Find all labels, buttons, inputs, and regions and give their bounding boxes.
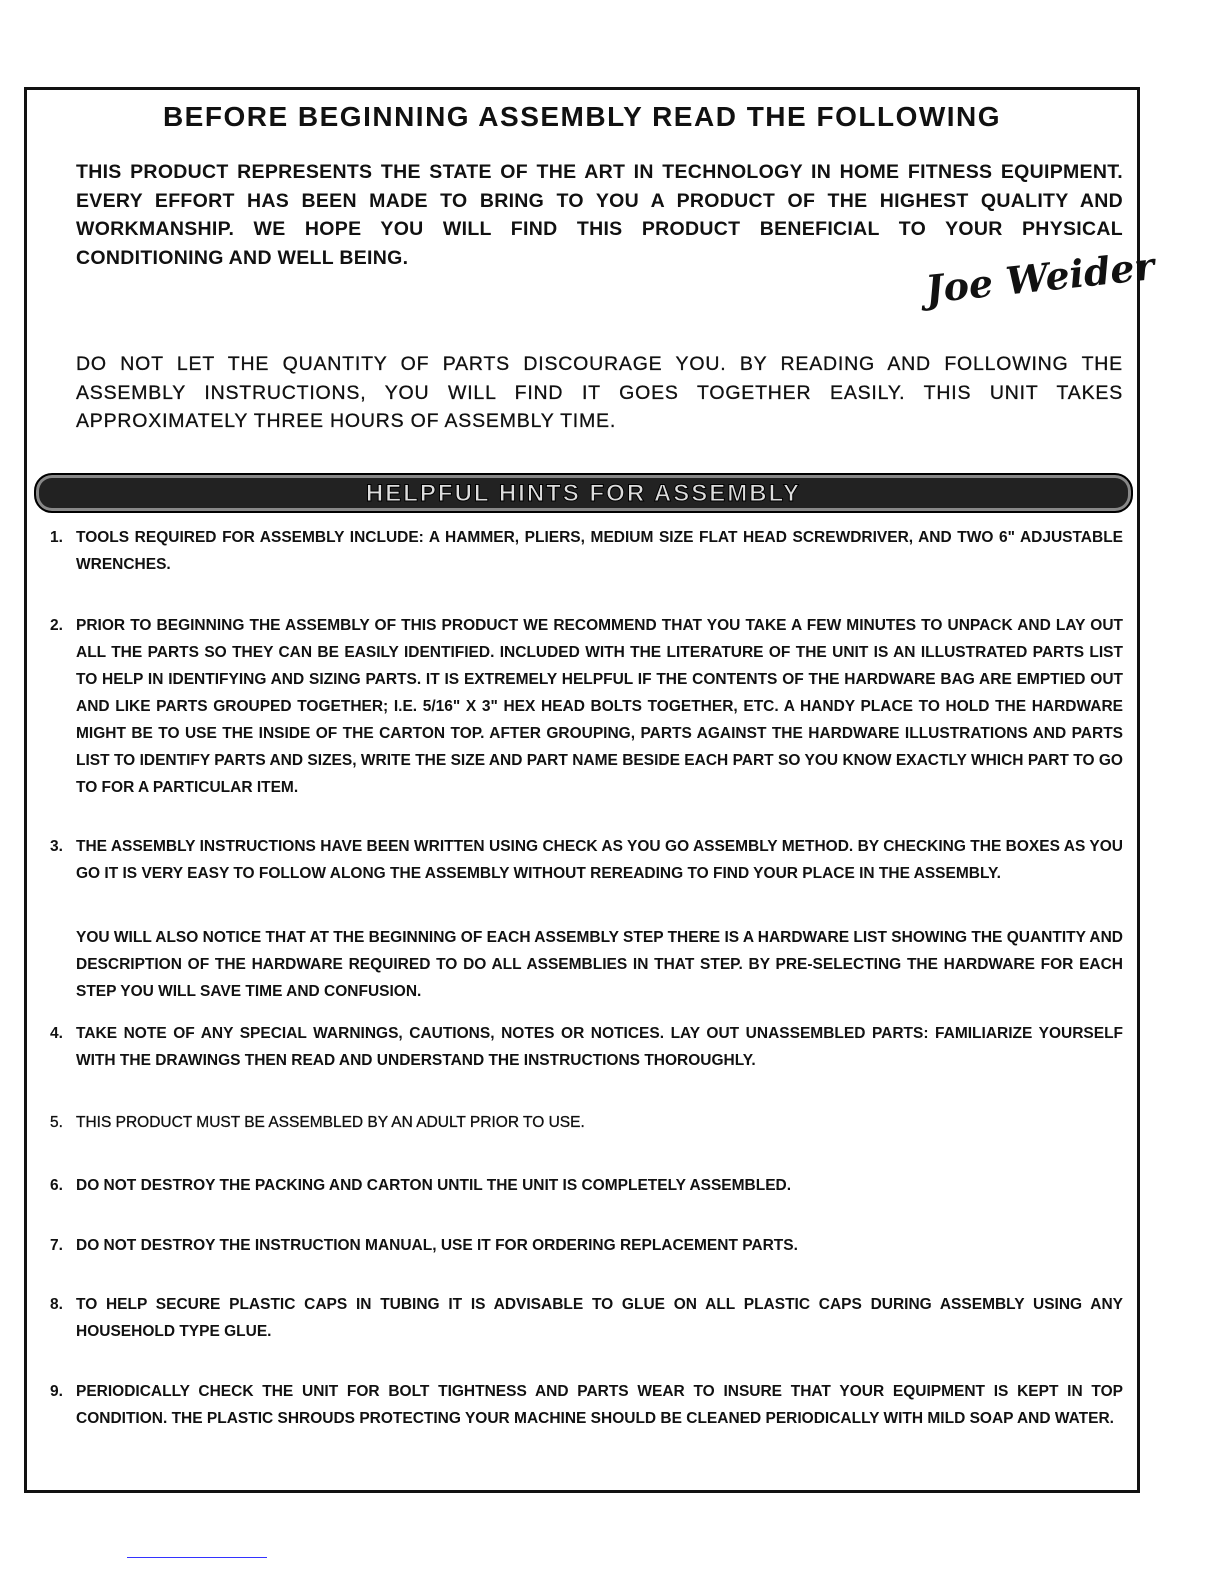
- list-item: [50, 924, 1123, 1005]
- item-number: 5.: [50, 1114, 63, 1131]
- item-text: PRIOR TO BEGINNING THE ASSEMBLY OF THIS PRODUCT WE RECOMMEND THAT YOU TAKE A FEW MINUTES TO UNPACK AND LAY OUT ALL THE PARTS SO THEY CAN BE EASILY IDENTIFIED. INCLUDED WITH THE LITERATURE OF THE UNIT IS AN ILLUSTRATED PARTS LIST TO HELP IN IDENTIFYING AND SIZING PARTS. IT IS EXTREMELY HELPFUL IF THE CONTENTS OF THE HARDWARE BAG ARE EMPTIED OUT AND LIKE PARTS GROUPED TOGETHER; I.E. 5/16" X 3" HEX HEAD BOLTS TOGETHER, ETC. A HANDY PLACE TO HOLD THE HARDWARE MIGHT BE TO USE THE INSIDE OF THE CARTON TOP. AFTER GROUPING, PARTS AGAINST THE HARDWARE ILLUSTRATIONS AND PARTS LIST TO IDENTIFY PARTS AND SIZES, WRITE THE SIZE AND PART NAME BESIDE EACH PART SO YOU KNOW EXACTLY WHICH PART TO GO TO FOR A PARTICULAR ITEM.: [76, 617, 1123, 796]
- item-text: TOOLS REQUIRED FOR ASSEMBLY INCLUDE: A HAMMER, PLIERS, MEDIUM SIZE FLAT HEAD SCREWDRIVER, AND TWO 6" ADJUSTABLE WRENCHES.: [76, 529, 1123, 573]
- list-item: [50, 1020, 1123, 1074]
- item-number: 4.: [50, 1025, 63, 1042]
- list-item: [50, 1378, 1123, 1432]
- list-item: [50, 1109, 1123, 1136]
- notice-paragraph: DO NOT LET THE QUANTITY OF PARTS DISCOURAGE YOU. BY READING AND FOLLOWING THE ASSEMBLY INSTRUCTIONS, YOU WILL FIND IT GOES TOGETHER EASILY. THIS UNIT TAKES APPROXIMATELY THREE HOURS OF ASSEMBLY TIME.: [76, 353, 1123, 432]
- item-text: YOU WILL ALSO NOTICE THAT AT THE BEGINNING OF EACH ASSEMBLY STEP THERE IS A HARDWARE LIST SHOWING THE QUANTITY AND DESCRIPTION OF THE HARDWARE REQUIRED TO DO ALL ASSEMBLIES IN THAT STEP. BY PRE-SELECTING THE HARDWARE FOR EACH STEP YOU WILL SAVE TIME AND CONFUSION.: [76, 929, 1123, 1000]
- page-title: BEFORE BEGINNING ASSEMBLY READ THE FOLLOWING: [162, 101, 1002, 132]
- item-number: 1.: [50, 529, 63, 546]
- item-number: 7.: [50, 1237, 63, 1254]
- footer-rule: [127, 1557, 267, 1558]
- item-text: PERIODICALLY CHECK THE UNIT FOR BOLT TIGHTNESS AND PARTS WEAR TO INSURE THAT YOUR EQUIPMENT IS KEPT IN TOP CONDITION. THE PLASTIC SHROUDS PROTECTING YOUR MACHINE SHOULD BE CLEANED PERIODICALLY WITH MILD SOAP AND WATER.: [76, 1383, 1123, 1427]
- item-text: THE ASSEMBLY INSTRUCTIONS HAVE BEEN WRITTEN USING CHECK AS YOU GO ASSEMBLY METHOD. BY CHECKING THE BOXES AS YOU GO IT IS VERY EASY TO FOLLOW ALONG THE ASSEMBLY WITHOUT REREADING TO FIND YOUR PLACE IN THE ASSEMBLY.: [76, 838, 1123, 882]
- item-text: DO NOT DESTROY THE INSTRUCTION MANUAL, USE IT FOR ORDERING REPLACEMENT PARTS.: [76, 1237, 798, 1254]
- signature: Joe Weider: [923, 243, 1157, 312]
- section-banner: [34, 473, 1133, 513]
- banner-title: HELPFUL HINTS FOR ASSEMBLY: [365, 480, 802, 507]
- list-item: [50, 524, 1123, 578]
- list-item: [50, 612, 1123, 801]
- item-number: 9.: [50, 1383, 63, 1400]
- item-number: 2.: [50, 617, 63, 634]
- item-text: THIS PRODUCT MUST BE ASSEMBLED BY AN ADULT PRIOR TO USE.: [76, 1114, 585, 1131]
- item-text: TO HELP SECURE PLASTIC CAPS IN TUBING IT IS ADVISABLE TO GLUE ON ALL PLASTIC CAPS DURING ASSEMBLY USING ANY HOUSEHOLD TYPE GLUE.: [76, 1296, 1123, 1340]
- list-item: [50, 1291, 1123, 1345]
- list-item: [50, 833, 1123, 887]
- list-item: [50, 1172, 1123, 1199]
- item-text: DO NOT DESTROY THE PACKING AND CARTON UNTIL THE UNIT IS COMPLETELY ASSEMBLED.: [76, 1177, 792, 1194]
- item-number: 6.: [50, 1177, 63, 1194]
- item-text: TAKE NOTE OF ANY SPECIAL WARNINGS, CAUTIONS, NOTES OR NOTICES. LAY OUT UNASSEMBLED PARTS: FAMILIARIZE YOURSELF WITH THE DRAWINGS THEN READ AND UNDERSTAND THE INSTRUCTIONS THOROUGHLY.: [76, 1025, 1123, 1069]
- list-item: [50, 1232, 1123, 1259]
- intro-paragraph: THIS PRODUCT REPRESENTS THE STATE OF THE ART IN TECHNOLOGY IN HOME FITNESS EQUIPMENT. EVERY EFFORT HAS BEEN MADE TO BRING TO YOU A PRODUCT OF THE HIGHEST QUALITY AND WORKMANSHIP. WE HOPE YOU WILL FIND THIS PRODUCT BENEFICIAL TO YOUR PHYSICAL CONDITIONING AND WELL BEING.: [76, 161, 1123, 269]
- item-number: 3.: [50, 838, 63, 855]
- item-number: 8.: [50, 1296, 63, 1313]
